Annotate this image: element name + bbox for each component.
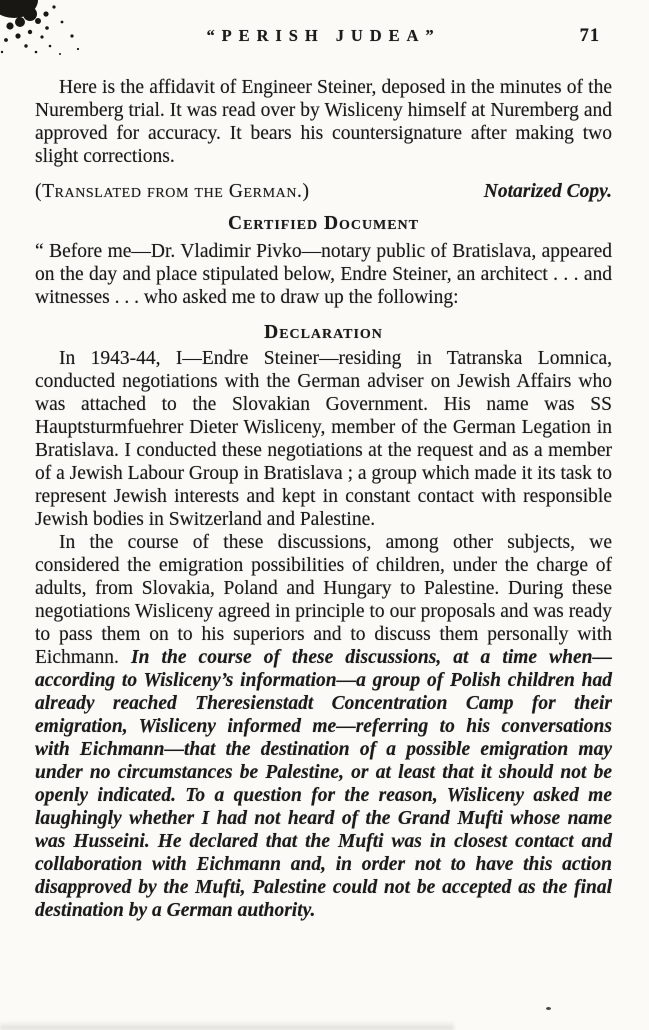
page-number: 71	[579, 26, 600, 46]
stray-ink-speck	[546, 1007, 551, 1010]
translated-note: (Translated from the German.)	[35, 181, 310, 202]
document-meta-row	[35, 181, 612, 203]
running-header-title: “PERISH JUDEA”	[206, 26, 441, 45]
certified-document-paragraph: “ Before me—Dr. Vladimir Pivko—notary public of Bratislava, appeared on the day and place stipulated below, Endre Steiner, an architect . . . and witnesses . . . who asked me to draw up the following:	[35, 241, 612, 308]
declaration-paragraph-2	[35, 531, 612, 922]
declaration-paragraph-2-italic: In the course of these discussions, at a time when—according to Wisliceny’s information—a group of Polish children had already reached Theresienstadt Concentration Camp for their emigration, Wisliceny informed me—referring to his conversations with Eichmann—that the destination of a possible emigration may under no circumstances be Palestine, or at least that it should not be openly indicated. To a question for the reason, Wisliceny asked me laughingly whether I had not heard of the Grand Mufti whose name was Husseini. He declared that the Mufti was in closest contact and collaboration with Eichmann and, in order not to have this action disapproved by the Mufti, Palestine could not be accepted as the final destination by a German authority.	[35, 647, 612, 921]
scan-edge-shadow	[0, 1021, 454, 1030]
notarized-note: Notarized Copy.	[483, 181, 612, 202]
declaration-heading: Declaration	[264, 322, 383, 343]
declaration-paragraph-1: In 1943-44, I—Endre Steiner—residing in Tatranska Lomnica, conducted negotiations with the German adviser on Jewish Affairs who was attached to the Slovakian Government. His name was SS Hauptsturmfuehrer Dieter Wisliceny, member of the German Legation in Bratislava. I conducted these negotiations at the request and as a member of a Jewish Labour Group in Bratislava ; a group which made it its task to represent Jewish interests and kept in constant contact with responsible Jewish bodies in Switzerland and Palestine.	[35, 348, 612, 530]
running-header	[35, 26, 612, 46]
intro-paragraph: Here is the affidavit of Engineer Steiner, deposed in the minutes of the Nuremberg trial. It was read over by Wisliceny himself at Nuremberg and approved for accuracy. It bears his countersignature after making two slight corrections.	[35, 77, 612, 167]
certified-document-heading: Certified Document	[228, 213, 419, 234]
declaration-paragraph-2-roman: In the course of these discussions, among other subjects, we considered the emigration possibilities of children, under the charge of adults, from Slovakia, Poland and Hungary to Palestine. During these negotiations Wisliceny agreed in principle to our proposals and was ready to pass them on to his superiors and to discuss them personally with Eichmann.	[35, 532, 612, 668]
